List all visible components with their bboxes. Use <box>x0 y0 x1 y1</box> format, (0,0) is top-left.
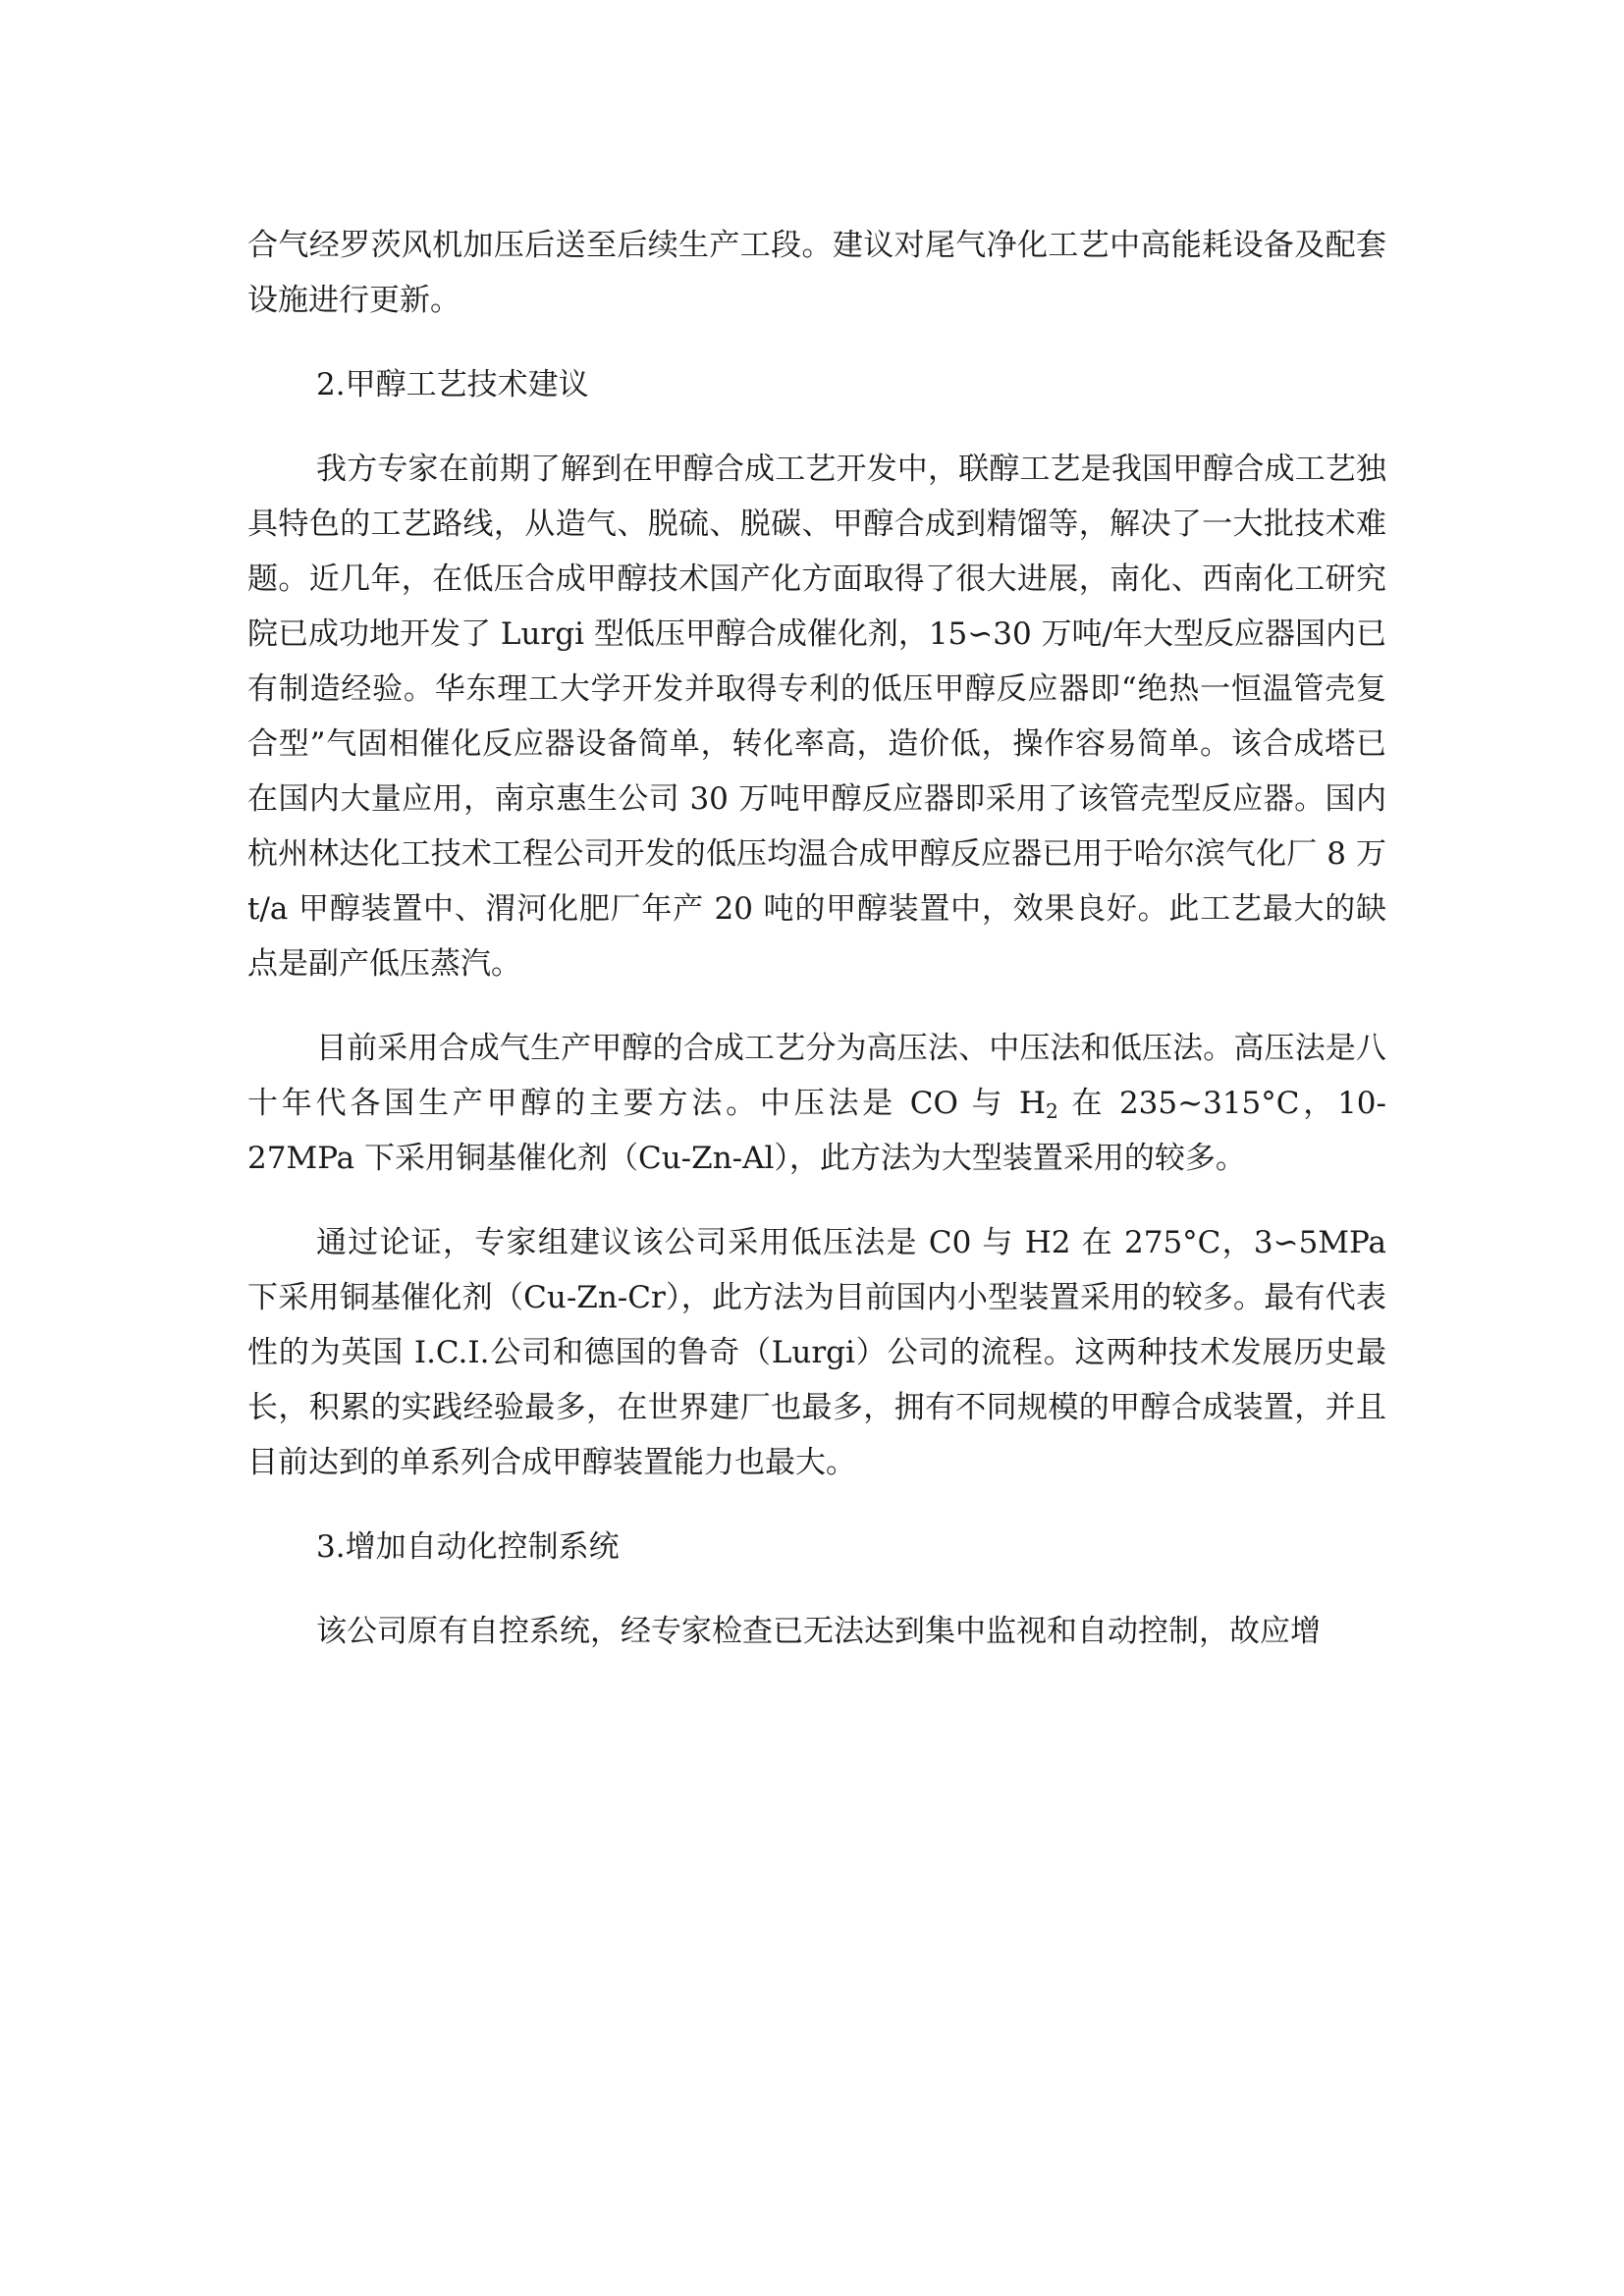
synthesis-methods-text-b: 在 235~315°C，10-27MPa 下采用铜基催化剂（Cu-Zn-Al），此方法为大型装置采用的较多。 <box>247 1086 1386 1176</box>
paragraph-automation: 该公司原有自控系统，经专家检查已无法达到集中监视和自动控制，故应增 <box>316 1614 1321 1649</box>
section-heading-automation: 3.增加自动化控制系统 <box>316 1529 620 1565</box>
paragraph-methanol-process: 我方专家在前期了解到在甲醇合成工艺开发中，联醇工艺是我国甲醇合成工艺独具特色的工艺路线，从造气、脱硫、脱碳、甲醇合成到精馏等，解决了一大批技术难题。近几年，在低压合成甲醇技术国产化方面取得了很大进展，南化、西南化工研究院已成功地开发了 Lurgi 型低压甲醇合成催化剂，15∽30 万吨/年大型反应器国内已有制造经验。华东理工大学开发并取得专利的低压甲醇反应器即“绝热一恒温管壳复合型”气固相催化反应器设备简单，转化率高，造价低，操作容易简单。该合成塔已在国内大量应用，南京惠生公司 30 万吨甲醇反应器即采用了该管壳型反应器。国内杭州林达化工技术工程公司开发的低压均温合成甲醇反应器已用于哈尔滨气化厂 8 万 t/a 甲醇装置中、渭河化肥厂年产 20 吨的甲醇装置中，效果良好。此工艺最大的缺点是副产低压蒸汽。 <box>247 452 1386 982</box>
paragraph-synthesis-methods <box>247 1021 1386 1186</box>
paragraph-tail-gas: 合气经罗茨风机加压后送至后续生产工段。建议对尾气净化工艺中高能耗设备及配套设施进行更新。 <box>247 228 1386 318</box>
document-page <box>247 218 1386 1688</box>
section-heading-methanol: 2.甲醇工艺技术建议 <box>316 367 589 402</box>
synthesis-methods-text-a: 目前采用合成气生产甲醇的合成工艺分为高压法、中压法和低压法。高压法是八十年代各国生产甲醇的主要方法。中压法是 CO 与 H <box>247 1031 1386 1121</box>
subscript-two: 2 <box>1046 1099 1058 1124</box>
paragraph-low-pressure-recommendation: 通过论证，专家组建议该公司采用低压法是 C0 与 H2 在 275°C，3∽5MPa 下采用铜基催化剂（Cu-Zn-Cr），此方法为目前国内小型装置采用的较多。最有代表性的为英国 I.C.I.公司和德国的鲁奇（Lurgi）公司的流程。这两种技术发展历史最长，积累的实践经验最多，在世界建厂也最多，拥有不同规模的甲醇合成装置，并且目前达到的单系列合成甲醇装置能力也最大。 <box>247 1225 1386 1480</box>
